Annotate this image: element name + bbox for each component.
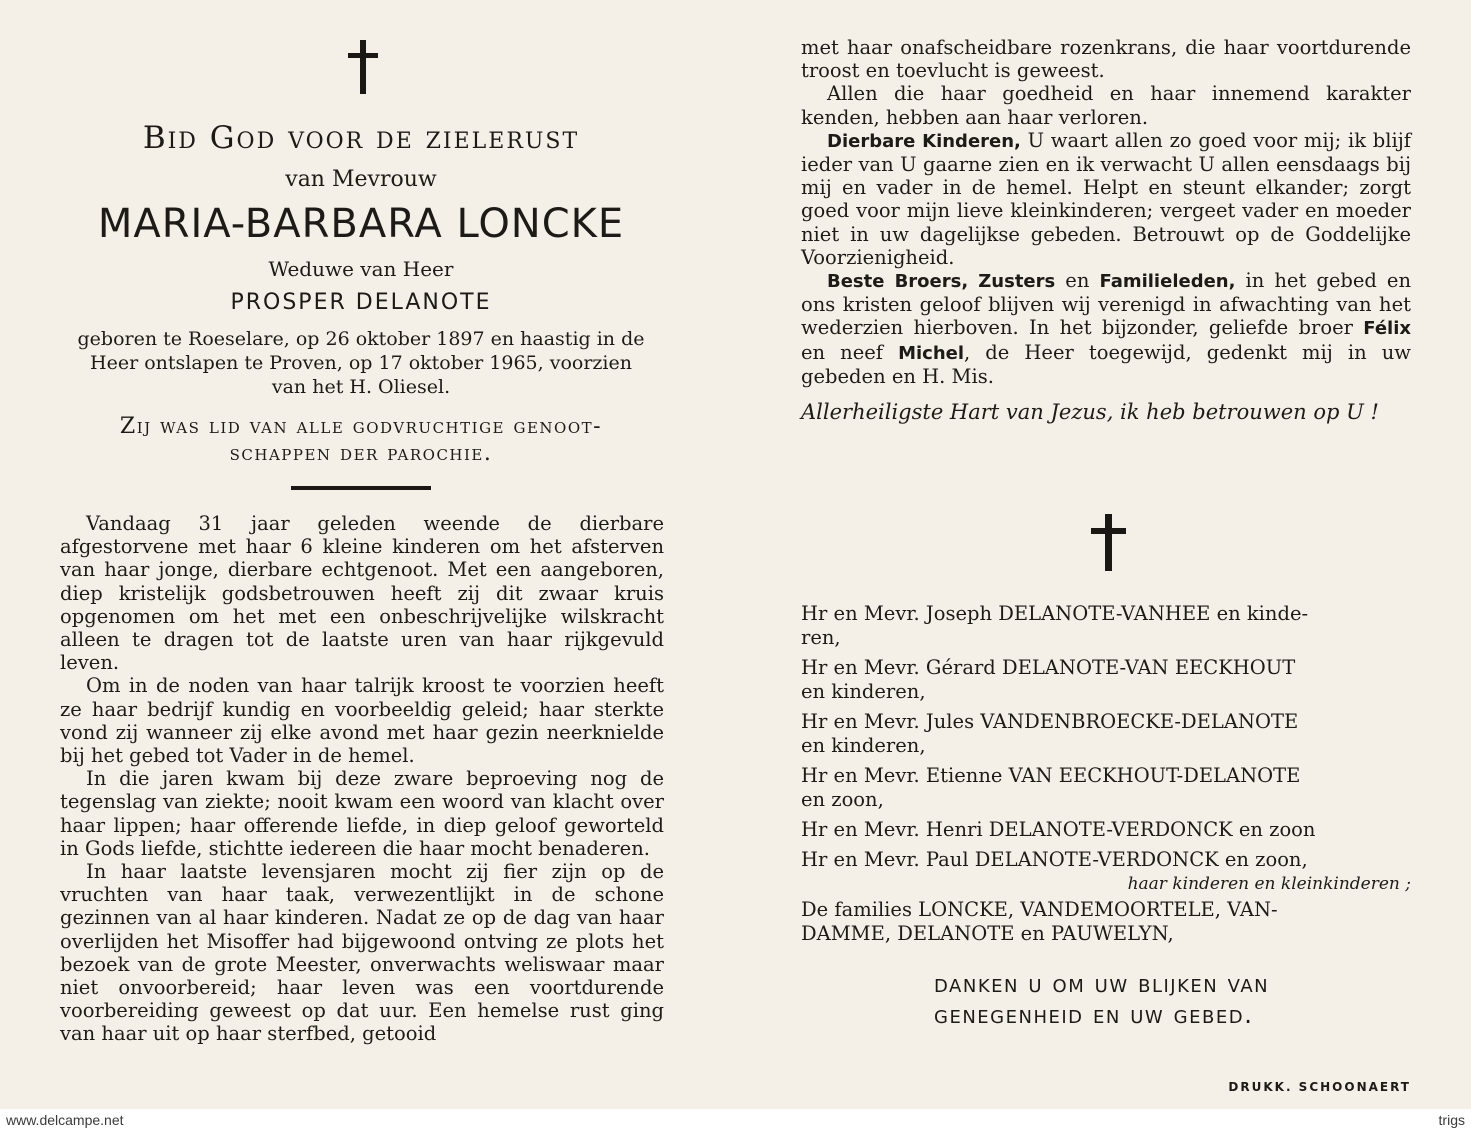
member-line-2: schappen der parochie. (229, 441, 493, 466)
widow-of-line: Weduwe van Heer (268, 257, 454, 281)
family-list (801, 602, 1411, 952)
thanks-line-1: danken u om uw blijken van (934, 969, 1270, 998)
family-line: Hr en Mevr. Joseph DELANOTE-VANHEE en kinde- (801, 602, 1309, 625)
children-message: U waart allen zo goed voor mij; ik blijf ieder van U gaarne zien en ik verwacht U allen eensdaags bij mij en vader in de hemel. Helpt en steunt elkander; zorgt goed voor mijn lieve kleinkinderen; vergeet vader en moeder niet in uw dagelijkse gebeden. Betrouwt op de Goddelijke Voorzienigheid. (801, 128, 1411, 269)
paragraph-1: Vandaag 31 jaar geleden weende de dierbare afgestorvene met haar 6 kleine kinderen om het afsterven van haar jonge, dierbare echtgenoot. Met een aangeboren, diep kristelijk godsbetrouwen heeft zij dit zwaar kruis opgenomen om het met een onbeschrijvelijke wilskracht alleen te dragen tot de laatste uren van haar rijkgevuld leven. (60, 512, 664, 675)
family-address: Familieleden, (1099, 271, 1236, 293)
heading: Bid God voor de zielerust (142, 120, 580, 156)
deceased-name: MARIA-BARBARA LONCKE (97, 201, 625, 247)
right-paragraph-2: Allen die haar goedheid en haar innemend karakter kenden, hebben aan haar verloren. (801, 82, 1411, 129)
right-paragraph-4 (801, 269, 1411, 388)
right-paragraph-3 (801, 129, 1411, 269)
family-entry (801, 818, 1411, 842)
intro-line: van Mevrouw (285, 167, 437, 192)
family-line-continued: ren, (801, 626, 841, 649)
site-watermark: www.delcampe.net (6, 1112, 124, 1128)
family-line: Hr en Mevr. Henri DELANOTE-VERDONCK en zoon (801, 818, 1316, 841)
paragraph-4: In haar laatste levensjaren mocht zij fier zijn op de vruchten van haar taak, verwezentlijkt in de schone gezinnen van al haar kinderen. Nadat ze op de dag van haar overlijden het Misoffer had bijgewoond ontving ze plots het bezoek van de grote Meester, onverwachts weliswaar maar niet onvoorbereid; haar leven was een voortdurende voorbereiding geweest op dat uur. Een hemelse rust ging van haar uit op haar sterfbed, getooid (60, 860, 664, 1046)
paragraph-2: Om in de noden van haar talrijk kroost te voorzien heeft ze haar bedrijf kundig en voorbeeldig geleid; haar sterkte vond zij wanneer zij elke avond met haar gezin neerknielde bij het gebed tot Vader in de hemel. (60, 674, 664, 768)
prayer-text: Allerheiligste Hart van Jezus, ik heb betrouwen op U ! (801, 400, 1379, 424)
born-line-2: Heer ontslapen te Proven, op 17 oktober 1965, voorzien (90, 352, 632, 374)
family-line-continued: en kinderen, (801, 734, 926, 757)
family-line: Hr en Mevr. Etienne VAN EECKHOUT-DELANOTE (801, 764, 1301, 787)
families-general (801, 898, 1411, 946)
brothers-address: Beste Broers, (827, 271, 969, 293)
printer-credit: DRUKK. SCHOONAERT (1228, 1080, 1411, 1094)
family-entry (801, 602, 1411, 650)
families-general-line-1: De families LONCKE, VANDEMOORTELE, VAN- (801, 898, 1278, 921)
family-line: Hr en Mevr. Paul DELANOTE-VERDONCK en zoon, (801, 848, 1308, 871)
family-line: Hr en Mevr. Gérard DELANOTE-VAN EECKHOUT (801, 656, 1296, 679)
family-line-continued: en zoon, (801, 788, 884, 811)
family-message-mid: en neef (801, 340, 899, 364)
member-line-1: Zij was lid van alle godvruchtige genoot- (119, 414, 603, 439)
seller-watermark: trigs (1438, 1112, 1465, 1128)
right-paragraph-1: met haar onafscheidbare rozenkrans, die haar voortdurende troost en toevlucht is geweest. (801, 36, 1411, 83)
family-message-1: in het gebed en ons kristen geloof blijven wij verenigd in afwachting van het wederzien hierboven. In het bijzonder, geliefde broer (801, 269, 1412, 340)
michel-name: Michel (898, 342, 965, 364)
husband-name: PROSPER DELANOTE (230, 290, 492, 315)
felix-name: Félix (1363, 318, 1411, 340)
sisters-address: Zusters (978, 271, 1056, 293)
family-entry (801, 848, 1411, 896)
born-line-3: van het H. Oliesel. (271, 376, 451, 398)
family-message-2: , de Heer toegewijd, gedenkt mij in uw gebeden en H. Mis. (801, 340, 1411, 388)
thanks-text (934, 968, 1414, 1030)
farewell-text (801, 36, 1411, 388)
family-line-continued: en kinderen, (801, 680, 926, 703)
paragraph-3: In die jaren kwam bij deze zware beproeving nog de tegenslag van ziekte; nooit kwam een woord van klacht over haar lippen; haar offerende liefde, in diep geloof geworteld in Gods liefde, stichtte iedereen die haar mocht benaderen. (60, 767, 664, 860)
family-entry (801, 764, 1411, 812)
family-note: haar kinderen en kleinkinderen ; (1127, 874, 1411, 894)
born-line-1: geboren te Roeselare, op 26 oktober 1897 en haastig in de (77, 328, 645, 350)
membership-text (58, 413, 664, 467)
birth-death-info (58, 327, 664, 399)
divider (291, 486, 431, 490)
family-entry (801, 656, 1411, 704)
watermark-bar (0, 1109, 1471, 1131)
families-general-line-2: DAMME, DELANOTE en PAUWELYN, (801, 922, 1174, 945)
family-entry (801, 710, 1411, 758)
thanks-line-2: genegenheid en uw gebed. (934, 1000, 1254, 1029)
biography-text (60, 512, 664, 1046)
family-line: Hr en Mevr. Jules VANDENBROECKE-DELANOTE (801, 710, 1299, 733)
and-word: en (1055, 269, 1100, 293)
children-address: Dierbare Kinderen, (827, 130, 1021, 152)
